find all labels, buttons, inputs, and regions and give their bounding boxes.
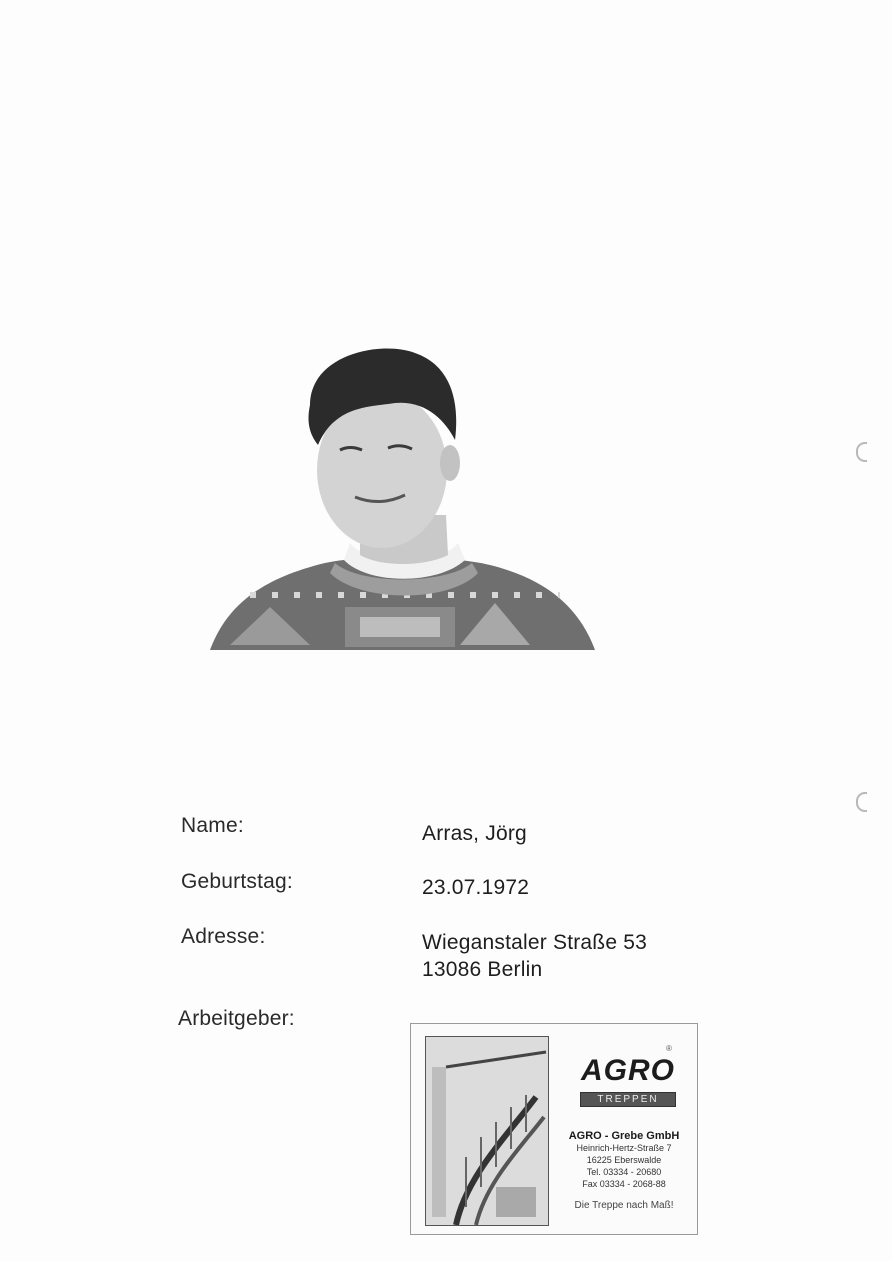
birthday-value: 23.07.1972 [422,876,530,899]
name-label: Name: [181,814,244,837]
brand-name: AGRO [581,1054,675,1087]
company-name: AGRO - Grebe GmbH [568,1130,680,1142]
punch-hole-top [856,442,867,462]
agro-logo [563,1054,693,1107]
company-street: Heinrich-Hertz-Straße 7 [576,1143,672,1153]
address-line-city: 13086 Berlin [422,958,543,981]
birthday-label: Geburtstag: [181,870,293,893]
name-value: Arras, Jörg [422,822,527,845]
company-phone: Tel. 03334 - 20680 [586,1167,662,1177]
company-contact [551,1130,697,1190]
brand-subtitle: TREPPEN [580,1092,676,1107]
company-city: 16225 Eberswalde [586,1155,662,1165]
registered-mark: ® [666,1044,672,1053]
company-slogan: Die Treppe nach Maß! [574,1200,674,1211]
portrait-photo [210,345,600,660]
address-line-street: Wieganstaler Straße 53 [422,931,648,954]
employer-label: Arbeitgeber: [178,1007,295,1030]
employer-advertisement [410,1023,698,1235]
company-fax: Fax 03334 - 2068-88 [582,1179,666,1189]
address-label: Adresse: [181,925,266,948]
punch-hole-bottom [856,792,867,812]
staircase-photo [425,1036,549,1226]
